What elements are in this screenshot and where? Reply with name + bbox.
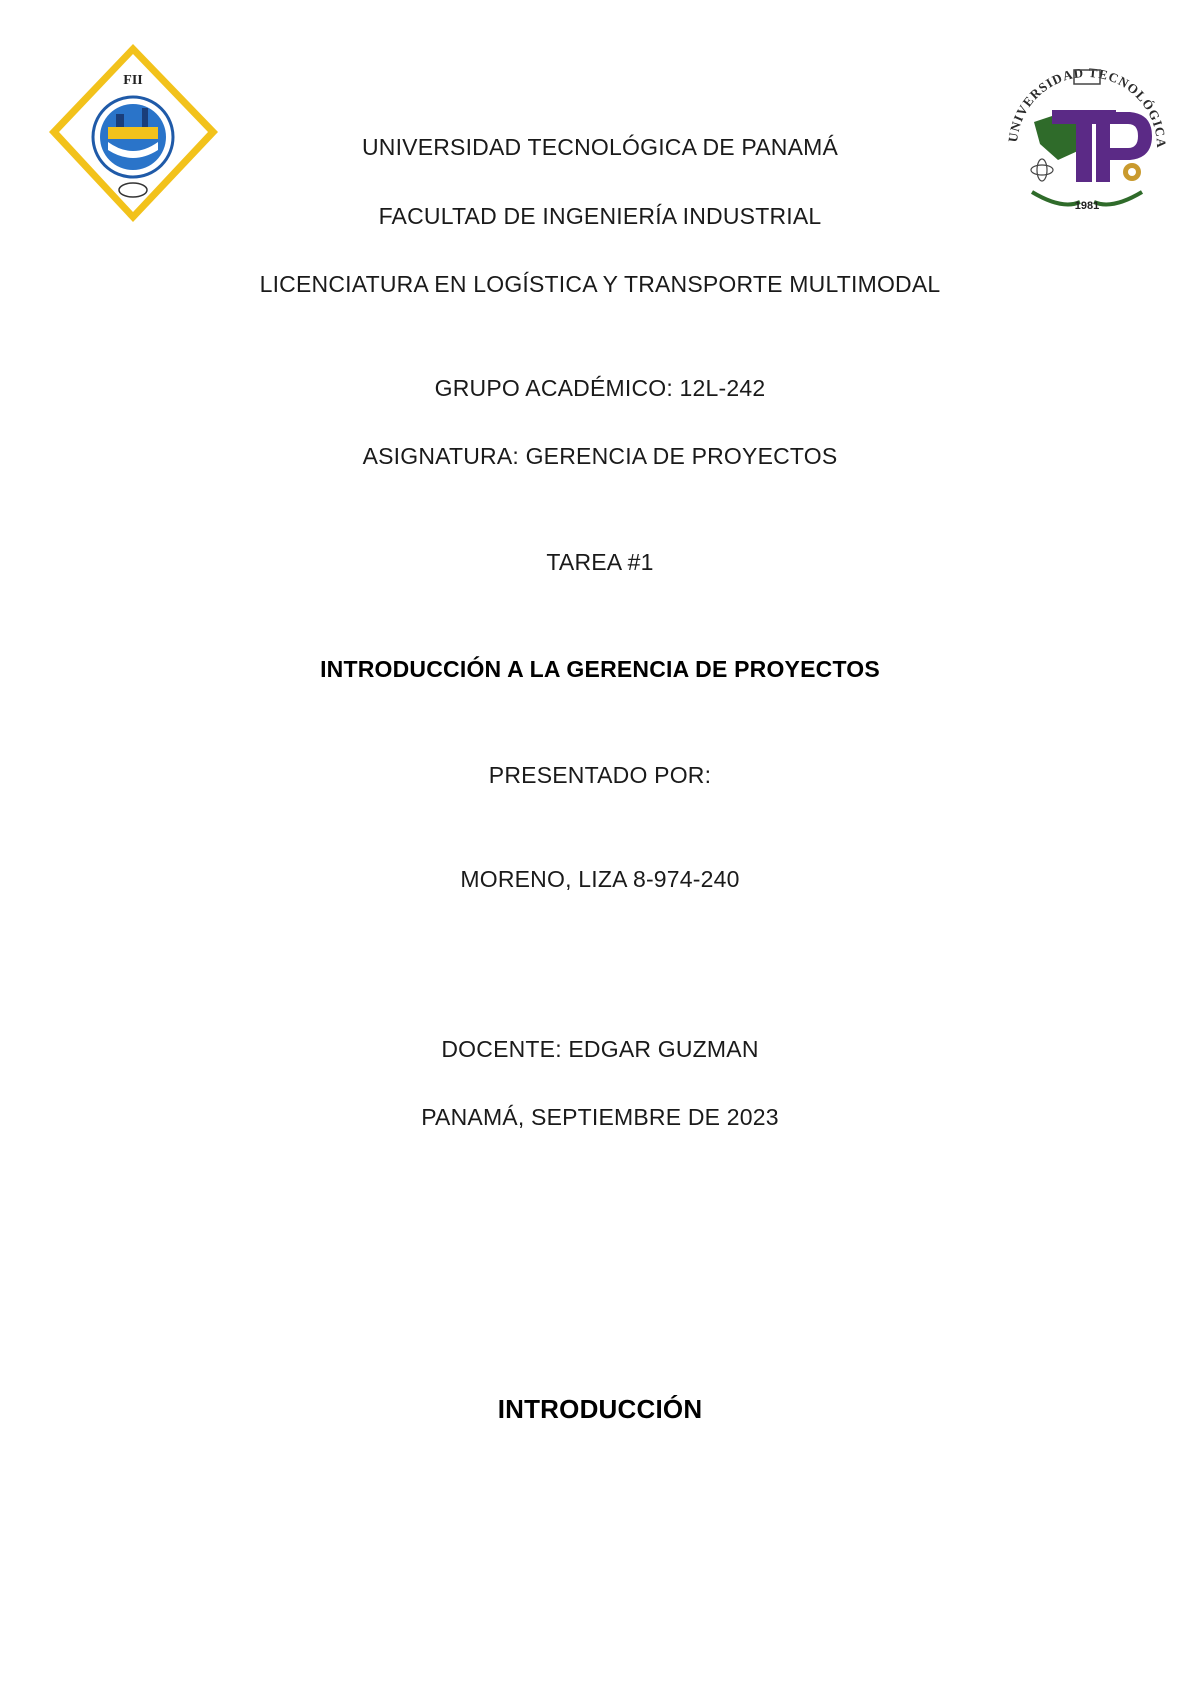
assignment-number: TAREA #1 — [546, 549, 654, 575]
place-date: PANAMÁ, SEPTIEMBRE DE 2023 — [421, 1104, 779, 1130]
svg-text:UNIVERSIDAD TECNOLÓGICA DE PAN: UNIVERSIDAD TECNOLÓGICA — [1005, 64, 1170, 149]
university-name: UNIVERSIDAD TECNOLÓGICA DE PANAMÁ — [361, 134, 839, 160]
teacher-name: DOCENTE: EDGAR GUZMAN — [441, 1036, 759, 1062]
utp-year: 1981 — [1074, 200, 1100, 212]
faculty-name: FACULTAD DE INGENIERÍA INDUSTRIAL — [378, 203, 822, 229]
student-name: MORENO, LIZA 8-974-240 — [460, 866, 740, 892]
svg-text:FII: FII — [123, 73, 143, 88]
academic-group: GRUPO ACADÉMICO: 12L-242 — [434, 375, 766, 401]
section-heading: INTRODUCCIÓN — [497, 1394, 703, 1424]
document-title: INTRODUCCIÓN A LA GERENCIA DE PROYECTOS — [320, 656, 880, 682]
subject-name: ASIGNATURA: GERENCIA DE PROYECTOS — [362, 443, 838, 469]
degree-name: LICENCIATURA EN LOGÍSTICA Y TRANSPORTE MULTIMODAL — [259, 271, 941, 297]
presented-by-label: PRESENTADO POR: — [488, 762, 712, 788]
